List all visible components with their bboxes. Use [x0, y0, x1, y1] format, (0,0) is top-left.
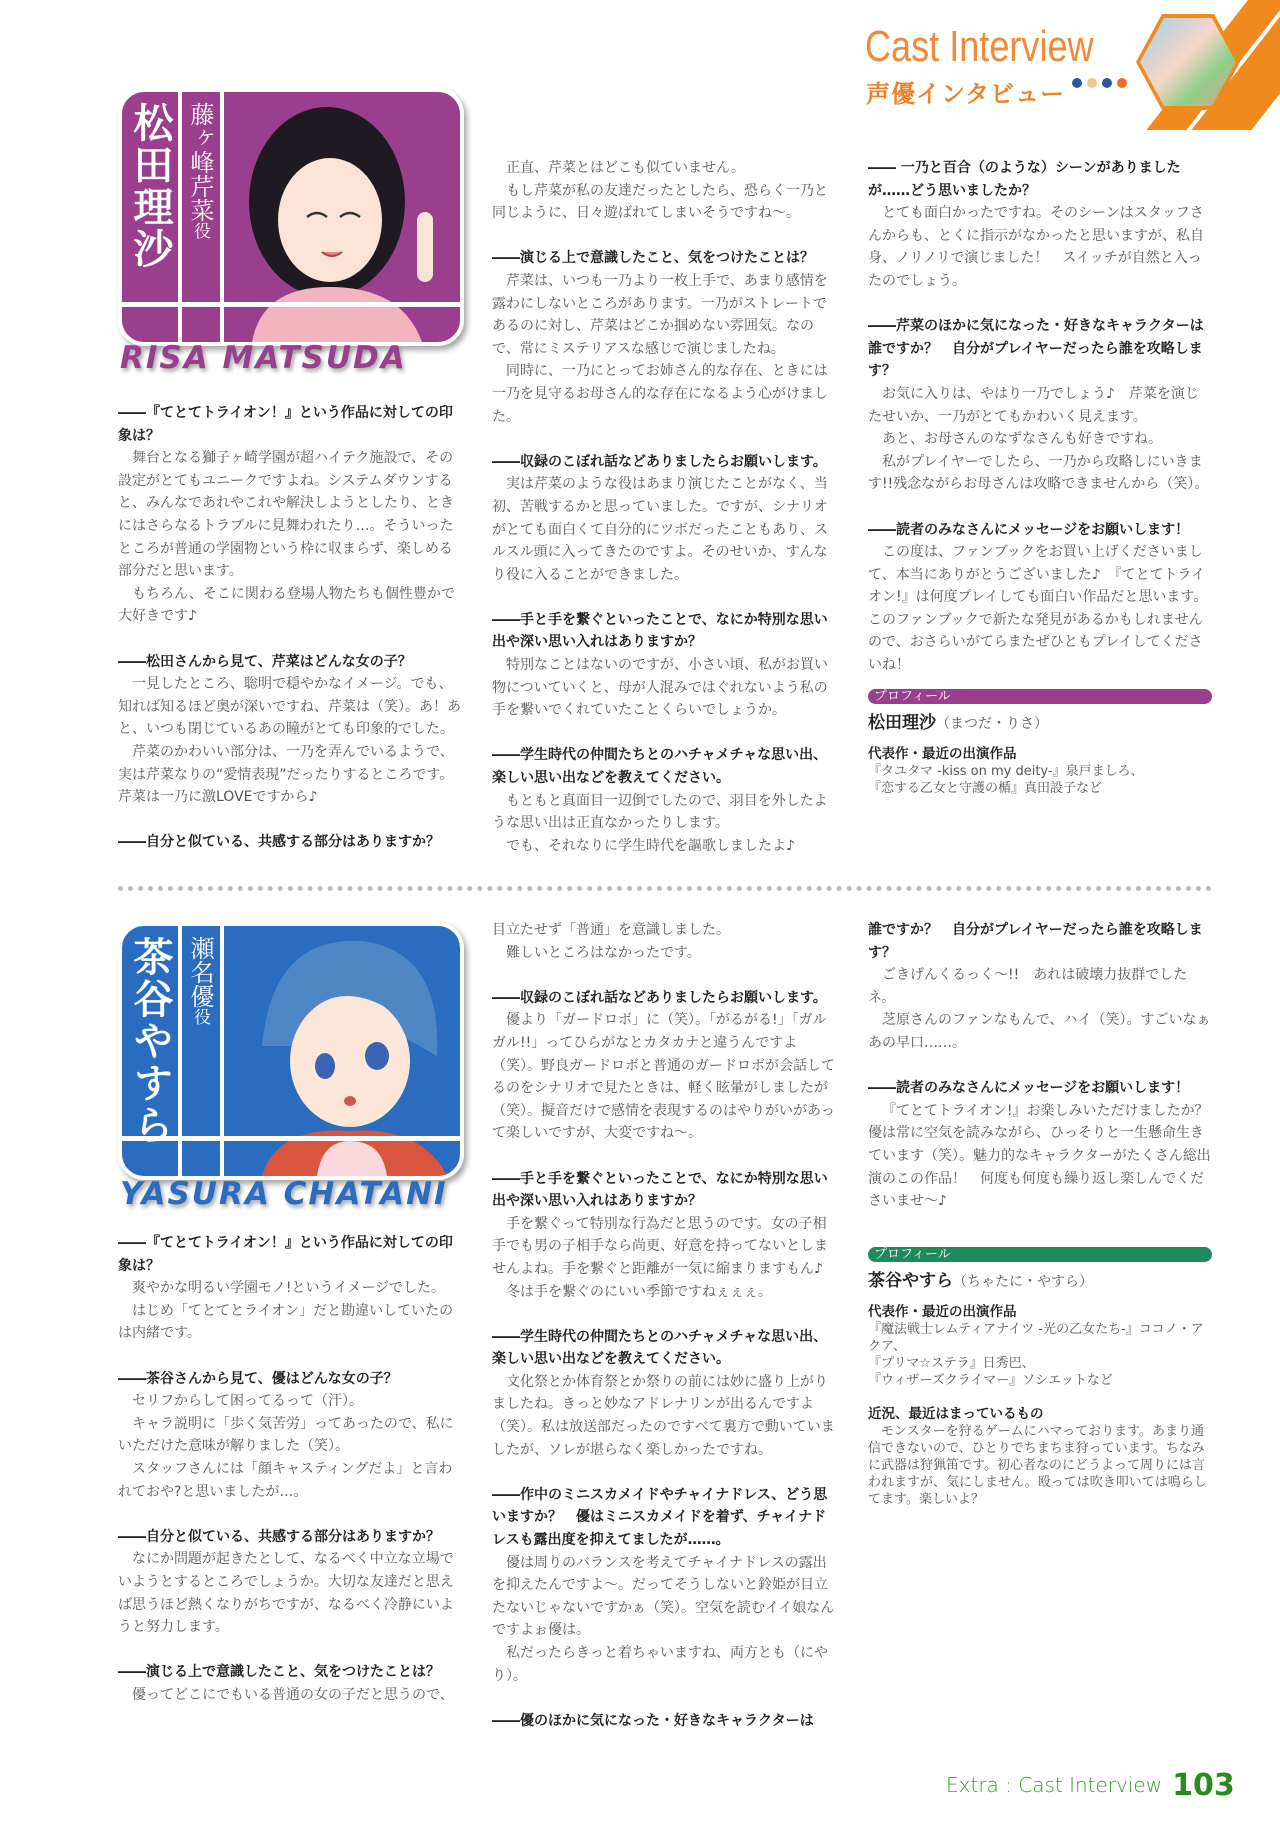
interview-answer: 冬は手を繋ぐのにいい季節ですねぇぇぇ。	[506, 1283, 772, 1300]
footer-section: Extra : Cast Interview	[946, 1773, 1163, 1797]
interview-answer: 爽やかな明るい学園モノ!というイメージでした。	[132, 1280, 446, 1297]
profile-work: 『恋する乙女と守護の楯』真田設子など	[868, 781, 1103, 796]
interview-answer: 優ってどこにでもいる普通の女の子だと思うので、	[132, 1686, 454, 1703]
interview-question: ――芹菜のほかに気になった・好きなキャラクターは誰ですか？ 自分がプレイヤーだったら誰を攻略します？	[868, 318, 1204, 380]
interview-question: ――自分と似ている、共感する部分はありますか？	[118, 1528, 440, 1545]
cast2-name-romaji: YASURA CHATANI	[120, 1176, 448, 1212]
decorative-dot	[1102, 78, 1112, 88]
cast1-interview-col3	[868, 157, 1212, 699]
interview-answer: 芝原さんのファンなもんで、ハイ（笑）。すごいなぁあの早口……。	[868, 1012, 1211, 1051]
cast1-interview-col1	[118, 402, 462, 876]
interview-block	[118, 1526, 462, 1639]
interview-block	[868, 919, 1212, 1055]
interview-answer: 私がプレイヤーでしたら、一乃から攻略しにいきます!!残念ながらお母さんは攻略できませんから（笑）。	[868, 453, 1209, 493]
profile-work: 『魔法戦士レムティアナイツ -光の乙女たち-』ココノ・アクア、	[868, 1322, 1204, 1354]
profile-works-heading: 代表作・最近の出演作品	[868, 746, 1017, 762]
cast2-interview-col2	[492, 919, 836, 1755]
interview-question: ―― 一乃と百合（のような）シーンがありましたが……どう思いましたか？	[868, 160, 1181, 199]
interview-block	[492, 247, 836, 428]
interview-answer: でも、それなりに学生時代を謳歌しましたよ♪	[506, 837, 795, 854]
interview-answer: セリフからして困ってるって（汗）。	[132, 1393, 363, 1410]
interview-block	[492, 987, 836, 1145]
interview-answer: 舞台となる獅子ヶ崎学園が超ハイテク施設で、その設定がとてもユニークですよね。システムダウンすると、みんなであれやこれや解決しようとしたり、ときにはさらなるトラブルに見舞われたり…。そういったところが普通の学園物という枠に収まらず、楽しめる部分だと思います。	[118, 450, 454, 580]
interview-question: ――演じる上で意識したこと、気をつけたことは？	[492, 250, 814, 267]
interview-block	[492, 451, 836, 587]
interview-question: ――手と手を繋ぐといったことで、なにか特別な思い出や深い思い入れはありますか？	[492, 611, 828, 651]
interview-answer: 私だったらきっと着ちゃいますね、両方とも（にやり）。	[492, 1645, 828, 1684]
interview-answer: あと、お母さんのなずなさんも好きですね。	[882, 431, 1162, 448]
interview-question: ――松田さんから見て、芹菜はどんな女の子？	[118, 653, 412, 670]
interview-answer: 実は芹菜のような役はあまり演じたことがなく、当初、苦戦するかと思っていました。ですが、シナリオがとても面白くて自分的にツボだったこともあり、スルスル頭に入ってきたのですよ。そのせいか、すんなり役に入ることができました。	[492, 476, 828, 583]
profile-work: 『ウィザーズクライマー』ソシエットなど	[868, 1373, 1113, 1388]
interview-answer: 目立たせず「普通」を意識しました。	[492, 922, 730, 938]
interview-question: ――作中のミニスカメイドやチャイナドレス、どう思いますか？ 優はミニスカメイドを着ず、チャイナドレスも露出度を抑えてましたが……。	[492, 1486, 828, 1549]
interview-answer: お気に入りは、やはり一乃でしょう♪ 芹菜を演じたせいか、一乃がとてもかわいく見えます。	[868, 385, 1199, 425]
interview-answer: この度は、ファンブックをお買い上げくださいまして、本当にありがとうございました♪ 『てとてトライオン!』は何度プレイしても面白い作品だと思います。このファンブックで新たな発見があるかもしれませんので、おさらいがてらまたぜひともプレイしてくださいね！	[868, 544, 1208, 674]
interview-answer: もちろん、そこに関わる登場人物たちも個性豊かで大好きです♪	[118, 585, 455, 625]
profile-recent-text: モンスターを狩るゲームにハマっております。あまり通信できないので、ひとりでちまちま狩っています。ちなみに武器は狩猟笛です。初心者なのにどうよって周りには言われますが、気にしません。殴っては吹き叩いては鳴らしてます。楽しいよ？	[868, 1424, 1207, 1507]
interview-block	[492, 1484, 836, 1687]
interview-question: ――『てとてトライオン！』という作品に対しての印象は？	[118, 1235, 453, 1274]
interview-block	[492, 157, 836, 225]
interview-answer: 文化祭とか体育祭とか祭りの前には妙に盛り上がりましたね。きっと妙なアドレナリンが出るんですよ（笑）。私は放送部だったのですべて裏方で動いていましたが、ソレが堪らなく楽しかったですね。	[492, 1373, 835, 1458]
interview-answer: 芹菜は、いつも一乃より一枚上手で、あまり感情を露わにしないところがあります。一乃がストレートであるのに対し、芹菜はどこか掴めない雰囲気。なので、常にミステリアスな感じで演じましたね。	[492, 272, 828, 357]
interview-question: ――手と手を繋ぐといったことで、なにか特別な思い出や深い思い入れはありますか？	[492, 1170, 828, 1210]
profile-work: 『プリマ☆ステラ』日秀巴、	[868, 1356, 1035, 1371]
interview-answer: なにか問題が起きたとして、なるべく中立な立場でいようとするところでしょうか。大切な友達だと思えば思うほど熱くなりがちですが、なるべく冷静にいようと努力します。	[118, 1551, 454, 1636]
interview-answer: もともと真面目一辺倒でしたので、羽目を外したような思い出は正直なかったりします。	[492, 792, 828, 832]
profile-work: 『タユタマ -kiss on my deity-』泉戸ましろ、	[868, 764, 1144, 779]
cast1-portrait-card	[118, 88, 464, 346]
interview-block	[492, 1710, 836, 1733]
interview-block	[118, 651, 462, 809]
interview-question: ――学生時代の仲間たちとのハチャメチャな思い出、楽しい思い出などを教えてください。	[492, 1328, 828, 1368]
interview-answer: 優は周りのバランスを考えてチャイナドレスの露出を抑えたんですよ～。だってそうしないと鈴姫が目立たないじゃないですかぁ（笑）。空気を読むイイ娘なんですよぉ優は。	[492, 1554, 835, 1639]
interview-block	[118, 831, 462, 854]
interview-question: ――収録のこぼれ話などありましたらお願いします。	[492, 989, 827, 1006]
cast1-profile	[868, 689, 1212, 797]
cast2-interview-col1	[118, 1232, 462, 1729]
interview-answer: 難しいところはなかったです。	[506, 944, 701, 961]
interview-answer: ごきげんくるっく～!! あれは破壊力抜群でしたネ。	[868, 967, 1188, 1006]
profile-name: 松田理沙	[868, 713, 936, 733]
decorative-dot	[1087, 78, 1097, 88]
interview-block	[492, 1326, 836, 1462]
interview-block	[492, 609, 836, 722]
interview-question: ――演じる上で意識したこと、気をつけたことは？	[118, 1664, 440, 1681]
interview-block	[118, 402, 462, 628]
interview-answer: 一見したところ、聡明で穏やかなイメージ。でも、知れば知るほど奥が深いですね、芹菜は（笑）。あ！あと、いつも閉じているあの瞳がとても印象的でした。	[118, 676, 461, 738]
decorative-dot	[1072, 78, 1082, 88]
interview-question: ――読者のみなさんにメッセージをお願いします！	[868, 521, 1190, 538]
header-dots	[1072, 78, 1127, 88]
header-title-jp: 声優インタビュー	[866, 80, 1066, 108]
page-footer	[946, 1768, 1235, 1803]
interview-question: 誰ですか？ 自分がプレイヤーだったら誰を攻略します？	[868, 922, 1203, 961]
interview-question: ――『てとてトライオン！』という作品に対しての印象は？	[118, 405, 453, 444]
interview-answer: 同時に、一乃にとってお姉さん的な存在、ときには一乃を見守るお母さん的な存在になるよう心がけました。	[492, 363, 828, 425]
cast2-role: 瀬名優役	[186, 936, 214, 1025]
interview-answer: 『てとてトライオン!』お楽しみいただけましたか？優は常に空気を読みながら、ひっそりと一生懸命生きています（笑）。魅力的なキャラクターがたくさん総出演のこの作品！ 何度も何度も繰り返し楽しんでくださいませ～♪	[868, 1102, 1211, 1210]
profile-works-heading: 代表作・最近の出演作品	[868, 1304, 1017, 1320]
interview-answer: キャラ説明に「歩く気苦労」ってあったので、私にいただけた意味が解りました（笑）。	[118, 1415, 454, 1455]
interview-answer: とても面白かったですね。そのシーンはスタッフさんからも、とくに指示がなかったと思いますが、私自身、ノリノリで演じました！ スイッチが自然と入ったのでしょう。	[868, 205, 1204, 289]
interview-question: ――学生時代の仲間たちとのハチャメチャな思い出、楽しい思い出などを教えてください。	[492, 747, 828, 787]
interview-block	[492, 1168, 836, 1304]
cast1-role: 藤ヶ峰芹菜役	[186, 102, 214, 239]
interview-question: ――茶谷さんから見て、優はどんな女の子？	[118, 1370, 398, 1387]
interview-block	[118, 1368, 462, 1504]
interview-block	[868, 315, 1212, 496]
cast2-name-vertical: 茶谷やすら	[127, 936, 173, 1146]
profile-recent-heading: 近況、最近はまっているもの	[868, 1406, 1044, 1422]
interview-answer: 芹菜のかわいい部分は、一乃を弄んでいるようで、実は芹菜なりの“愛情表現”だったりするところです。芹菜は一乃に激LOVEですから♪	[118, 743, 454, 806]
interview-block	[118, 1661, 462, 1706]
interview-answer: 特別なことはないのですが、小さい頃、私がお買い物についていくと、母が人混みではぐれないよう私の手を繋いでくれていたことくらいでしょうか。	[492, 657, 828, 719]
interview-block	[492, 744, 836, 857]
cast2-interview-col3	[868, 919, 1212, 1235]
section-divider	[118, 886, 1212, 891]
interview-answer: スタッフさんには「顔キャスティングだよ」と言われておや?と思いましたが…。	[118, 1460, 453, 1500]
cast2-profile	[868, 1247, 1212, 1508]
interview-block	[868, 157, 1212, 293]
cast1-name-romaji: RISA MATSUDA	[120, 340, 407, 376]
interview-question: ――自分と似ている、共感する部分はありますか？	[118, 834, 440, 851]
interview-block	[868, 1077, 1212, 1213]
interview-block	[492, 919, 836, 964]
decorative-dot	[1117, 78, 1127, 88]
interview-block	[118, 1232, 462, 1345]
interview-question: ――優のほかに気になった・好きなキャラクターは	[492, 1712, 814, 1729]
interview-answer: 正直、芹菜とはどこも似ていません。	[506, 160, 745, 176]
interview-answer: もし芹菜が私の友達だったとしたら、恐らく一乃と同じように、日々遊ばれてしまいそうですね～。	[492, 182, 828, 222]
interview-block	[868, 519, 1212, 677]
profile-label: プロフィール	[868, 689, 1212, 704]
interview-answer: 優より「ガードロボ」に（笑）。「がるがる!」「ガルガル!!」ってひらがなとカタカナと違うんですよ（笑）。野良ガードロボと普通のガードロボが会話してるのをシナリオで見たときは、軽く眩暈がしましたが（笑）。擬音だけで感情を表現するのはやりがいがあって楽しいですが、大変ですね～。	[492, 1012, 835, 1142]
profile-label: プロフィール	[868, 1247, 1212, 1262]
cast1-name-vertical: 松田理沙	[127, 102, 173, 270]
header-title-en: Cast Interview	[865, 22, 1094, 71]
profile-name: 茶谷やすら	[868, 1271, 953, 1291]
profile-reading: （ちゃたに・やすら）	[953, 1274, 1093, 1290]
cast2-portrait-card	[118, 922, 464, 1180]
interview-answer: はじめ「てとてとライオン」だと勘違いしていたのは内緒です。	[118, 1302, 454, 1342]
interview-answer: 手を繋ぐって特別な行為だと思うのです。女の子相手でも男の子相手なら尚更、好意を持ってないとしませんよね。手を繋ぐと距離が一気に縮まりますもん♪	[492, 1215, 828, 1277]
cast1-interview-col2	[492, 157, 836, 880]
interview-question: ――読者のみなさんにメッセージをお願いします！	[868, 1080, 1190, 1097]
interview-question: ――収録のこぼれ話などありましたらお願いします。	[492, 453, 827, 470]
page-number: 103	[1172, 1768, 1235, 1803]
profile-reading: （まつだ・りさ）	[936, 716, 1048, 732]
